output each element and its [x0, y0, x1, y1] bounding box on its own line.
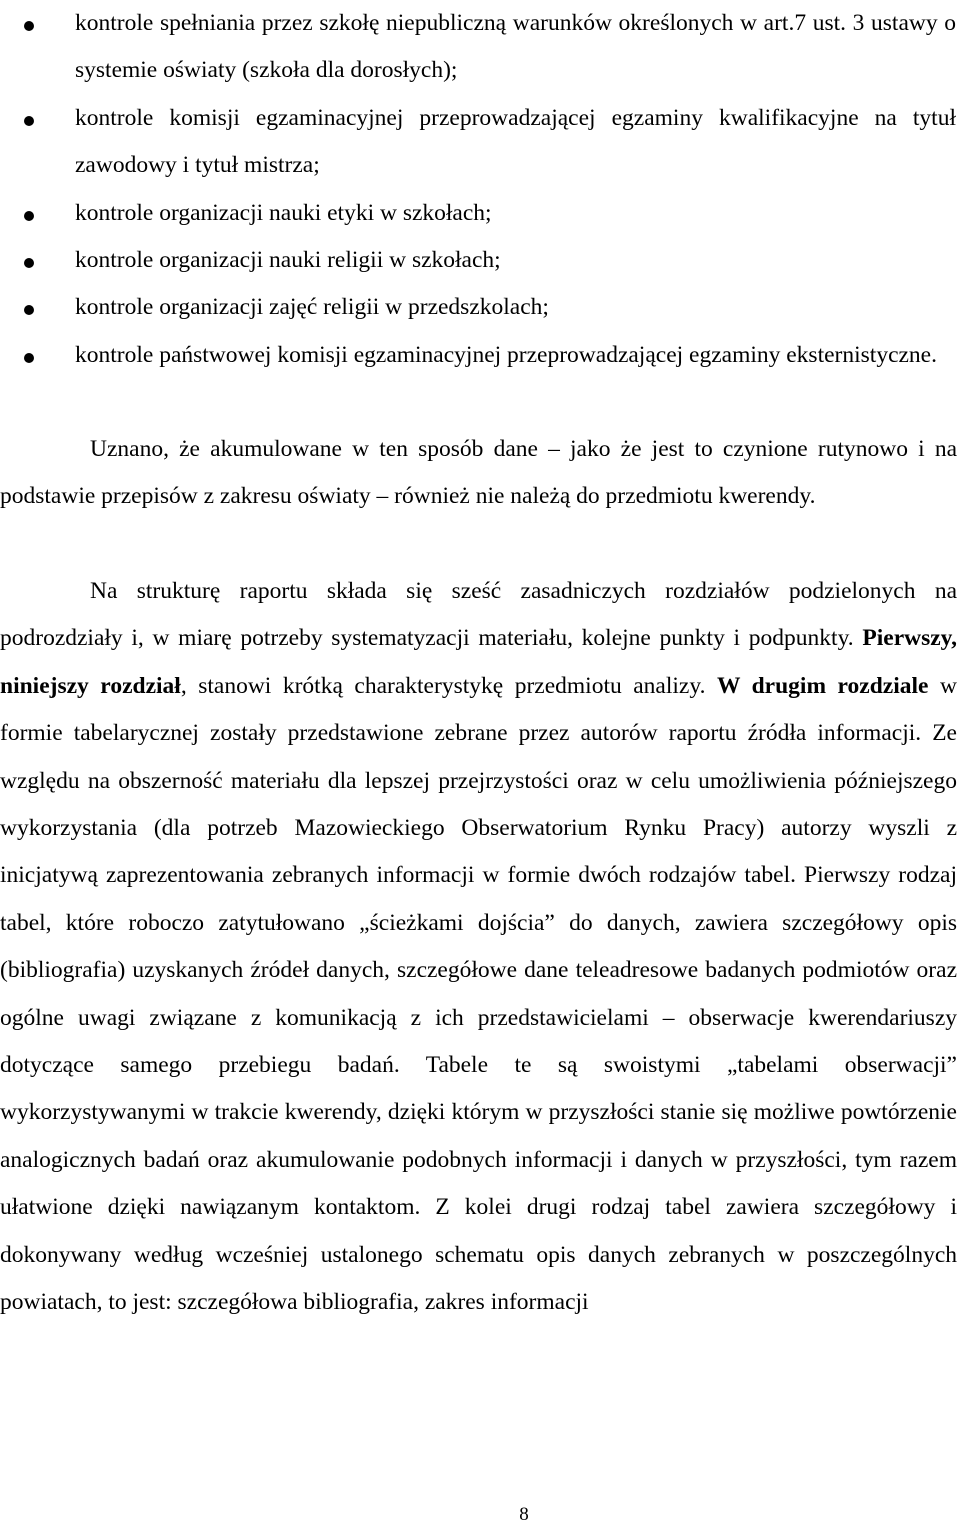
list-item: kontrole organizacji zajęć religii w przedszkolach; [0, 284, 956, 331]
paragraph-text: , stanowi krótką charakterystykę przedmiotu analizy. [180, 672, 717, 699]
list-item: kontrole organizacji nauki etyki w szkołach; [0, 190, 956, 237]
paragraph-text: Na strukturę raportu składa się sześć zasadniczych rozdziałów podzielonych na podrozdziały i, w miarę potrzeby systematyzacji materiału, kolejne punkty i podpunkty. [0, 578, 957, 652]
list-item: kontrole państwowej komisji egzaminacyjnej przeprowadzającej egzaminy eksternistyczne. [0, 332, 956, 379]
paragraph-scope-note: Uznano, że akumulowane w ten sposób dane – jako że jest to czynione rutynowo i na podstawie przepisów z zakresu oświaty – również nie należą do przedmiotu kwerendy. [0, 436, 957, 510]
bold-phrase-chapter-two: W drugim rozdziale [716, 672, 929, 699]
paragraph-text: w formie tabelarycznej zostały przedstawione zebrane przez autorów raportu źródła informacji. Ze względu na obszerność materiału dla lepszej przejrzystości oraz w celu umożliwienia późniejszego wykorzystania (dla potrzeb Mazowieckiego Obserwatorium Rynku Pracy) autorzy wyszli z inicjatywą zaprezentowania zebranych informacji w formie dwóch rodzajów tabel. Pierwszy rodzaj tabel, które roboczo zatytułowano „ścieżkami dojścia” do danych, zawiera szczegółowy opis (bibliografia) uzyskanych źródeł danych, szczegółowe dane teleadresowe badanych podmiotów oraz ogólne uwagi związane z komunikacją z ich przedstawicielami – obserwacje kwerendariuszy dotyczące samego przebiegu badań. Tabele te są swoistymi „tabelami obserwacji” wykorzystywanymi w trakcie kwerendy, dzięki którym w przyszłości stanie się możliwe powtórzenie analogicznych badań oraz akumulowanie podobnych informacji i danych w przyszłości, tym razem ułatwione dzięki nawiązanym kontaktom. Z kolei drugi rodzaj tabel zawiera szczegółowy i dokonywany według wcześniej ustalonego schematu opis danych zebranych w poszczególnych powiatach, to jest: szczegółowa bibliografia, zakres informacji [0, 672, 957, 1316]
list-item: kontrole organizacji nauki religii w szkołach; [0, 237, 956, 284]
paragraph-report-structure [0, 568, 957, 1327]
list-item: kontrole komisji egzaminacyjnej przeprowadzającej egzaminy kwalifikacyjne na tytuł zawodowy i tytuł mistrza; [0, 95, 956, 190]
list-item: kontrole spełniania przez szkołę niepubliczną warunków określonych w art.7 ust. 3 ustawy o systemie oświaty (szkoła dla dorosłych); [0, 0, 956, 95]
page-number: 8 [519, 1504, 529, 1525]
bullet-list [0, 0, 960, 379]
bold-phrase-chapter-one: Pierwszy, niniejszy rozdział [0, 625, 957, 699]
